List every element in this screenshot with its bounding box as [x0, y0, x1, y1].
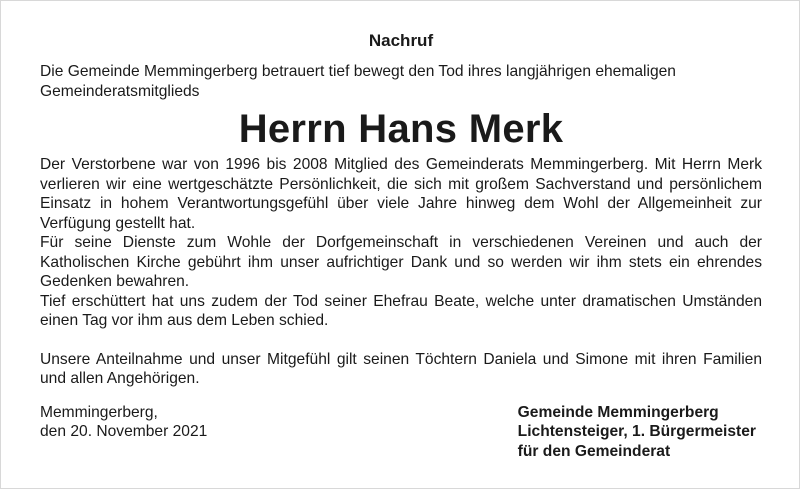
place-text: Memmingerberg, — [40, 403, 158, 421]
paragraph-thanks: Für seine Dienste zum Wohle der Dorfgemeinschaft in verschiedenen Vereinen und auch der Katholischen Kirche gebührt ihm unser aufrichtiger Dank und so werden wir ihm stets ein ehrendes Gedenken bewahren. — [40, 234, 762, 290]
signature-block — [518, 403, 756, 462]
spacer — [40, 389, 762, 403]
place-date-block — [40, 403, 207, 462]
signature-municipality: Gemeinde Memmingerberg — [517, 403, 719, 421]
deceased-name: Herrn Hans Merk — [238, 107, 564, 151]
condolence-text: Unsere Anteilnahme und unser Mitgefühl gilt seinen Töchtern Daniela und Simone mit ihren Familien und allen Angehörigen. — [40, 350, 762, 387]
signature-mayor: Lichtensteiger, 1. Bürgermeister — [517, 423, 756, 440]
obituary-notice — [40, 30, 762, 461]
signature-council: für den Gemeinderat — [517, 442, 671, 460]
notice-heading: Nachruf — [368, 31, 434, 50]
notice-footer — [40, 403, 762, 462]
paragraph-wife: Tief erschüttert hat uns zudem der Tod seiner Ehefrau Beate, welche unter dramatischen Umständen einen Tag vor ihm aus dem Leben schied. — [40, 292, 762, 329]
paragraph-biography: Der Verstorbene war von 1996 bis 2008 Mitglied des Gemeinderats Memmingerberg. Mit Herrn Merk verlieren wir eine wertgeschätzte Persönlichkeit, die sich mit großem Sachverstand und persönlichem Einsatz in hohem Verantwortungsgefühl über viele Jahre hinweg dem Wohl der Allgemeinheit zur Verfügung gestellt hat. — [40, 156, 762, 232]
date-text: den 20. November 2021 — [40, 423, 208, 440]
spacer — [40, 331, 762, 350]
intro-text: Die Gemeinde Memmingerberg betrauert tief bewegt den Tod ihres langjährigen ehemaligen Gemeinderatsmitglieds — [40, 63, 676, 100]
